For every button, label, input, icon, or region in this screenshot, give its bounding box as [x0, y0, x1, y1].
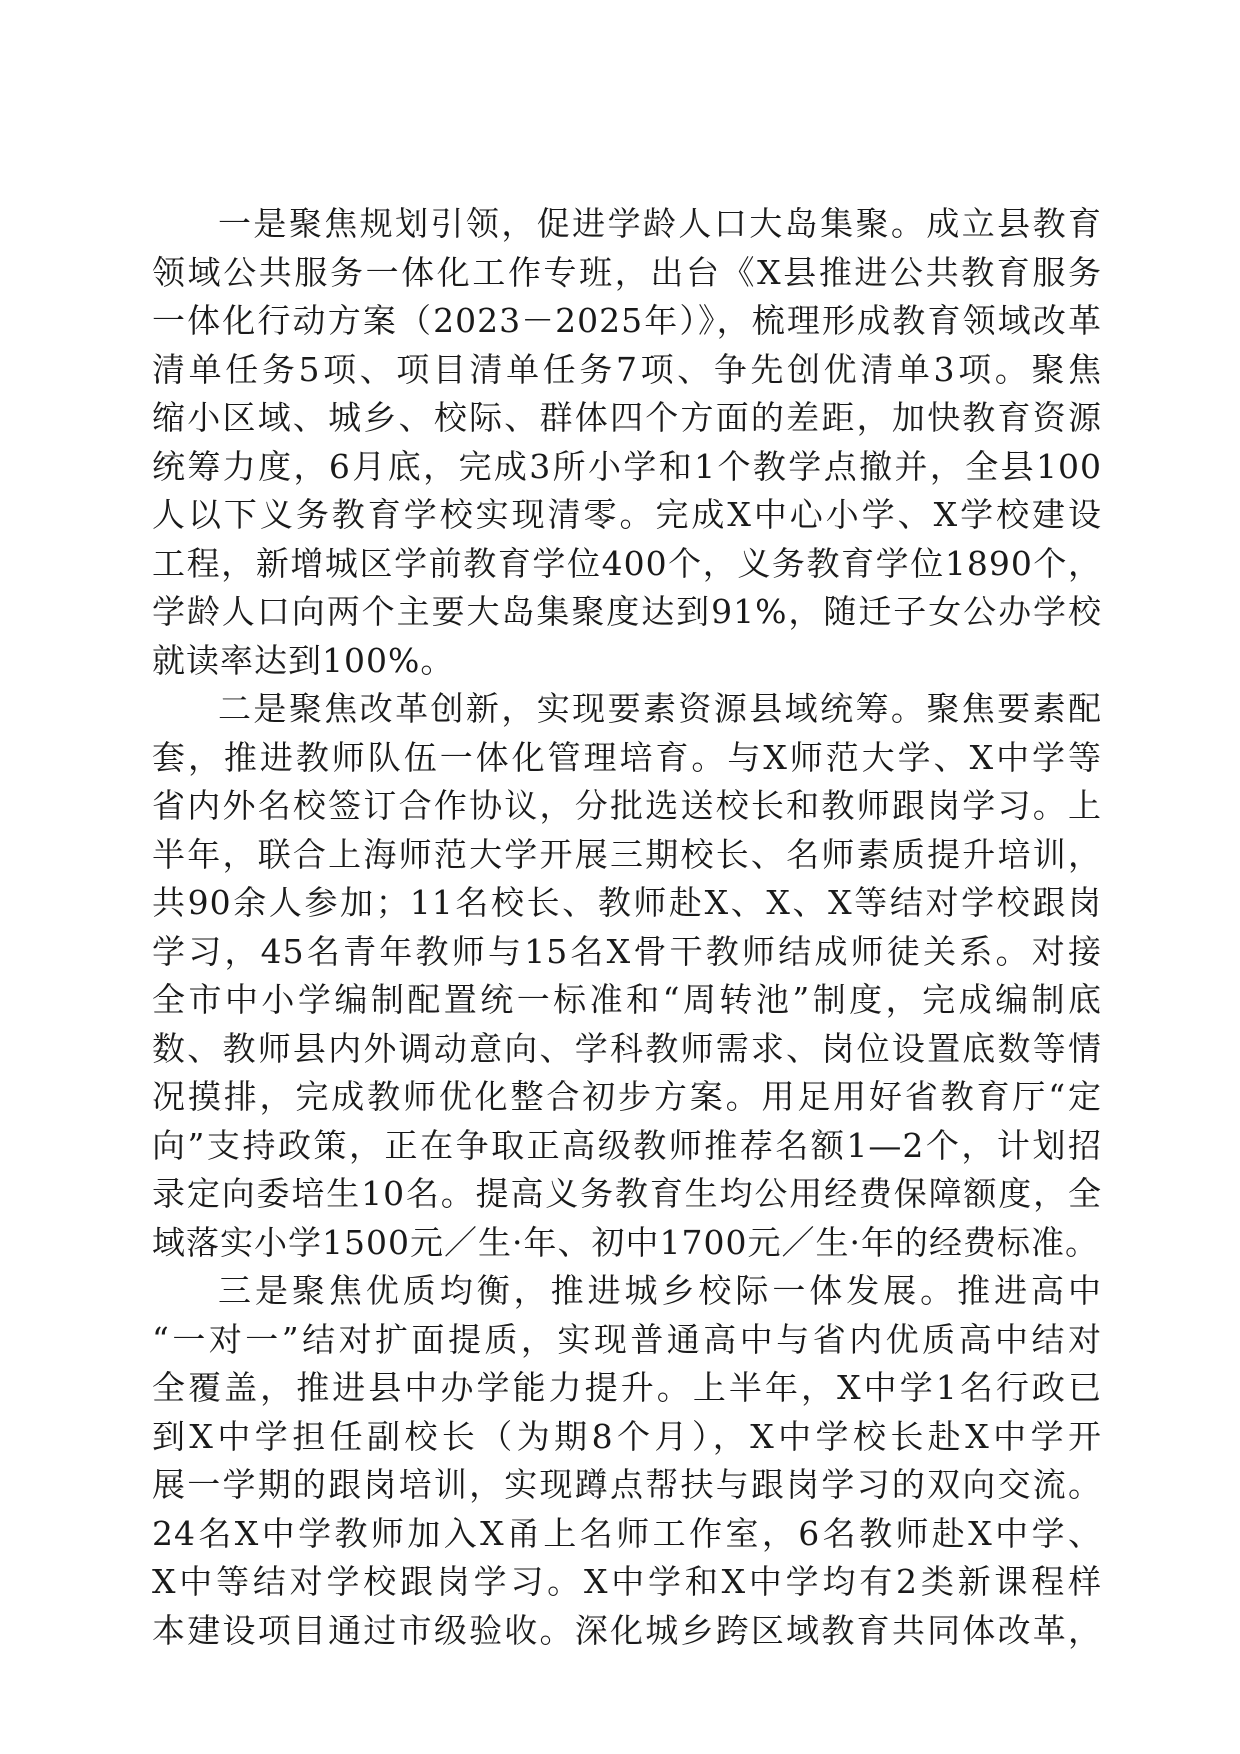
text-line: 三是聚焦优质均衡，推进城乡校际一体发展。推进高中	[218, 1271, 1102, 1310]
text-line: 省内外名校签订合作协议，分批选送校长和教师跟岗学习。上	[152, 786, 1102, 825]
text-line: 学龄人口向两个主要大岛集聚度达到91%，随迁子女公办学校	[152, 592, 1102, 631]
text-line: 领域公共服务一体化工作专班，出台《X县推进公共教育服务	[152, 252, 1102, 292]
paragraph-3	[152, 1267, 1102, 1655]
paragraph-1	[152, 200, 1102, 685]
text-line: 学习，45名青年教师与15名X骨干教师结成师徒关系。对接	[152, 931, 1102, 971]
text-line: 数、教师县内外调动意向、学科教师需求、岗位设置底数等情	[152, 1028, 1102, 1068]
text-line: 域落实小学1500元／生·年、初中1700元／生·年的经费标准。	[152, 1222, 1099, 1262]
text-line: 人以下义务教育学校实现清零。完成X中心小学、X学校建设	[152, 495, 1102, 534]
text-line: 缩小区域、城乡、校际、群体四个方面的差距，加快教育资源	[152, 398, 1102, 437]
text-line: 一体化行动方案（2023－2025年）》，梳理形成教育领域改革	[152, 301, 1102, 340]
text-line: 本建设项目通过市级验收。深化城乡跨区域教育共同体改革，	[152, 1610, 1102, 1650]
text-line: 就读率达到100%。	[152, 640, 455, 680]
text-line: “一对一”结对扩面提质，实现普通高中与省内优质高中结对	[152, 1319, 1102, 1359]
text-line: 24名X中学教师加入X甬上名师工作室，6名教师赴X中学、	[152, 1513, 1102, 1553]
text-line: 全市中小学编制配置统一标准和“周转池”制度，完成编制底	[152, 980, 1102, 1019]
text-line: 二是聚焦改革创新，实现要素资源县域统筹。聚焦要素配	[218, 689, 1102, 728]
text-line: 到X中学担任副校长（为期8个月），X中学校长赴X中学开	[152, 1416, 1102, 1456]
text-line: 清单任务5项、项目清单任务7项、争先创优清单3项。聚焦	[152, 349, 1102, 389]
text-line: 全覆盖，推进县中办学能力提升。上半年，X中学1名行政已	[152, 1368, 1102, 1407]
document-body	[152, 200, 1102, 1655]
text-line: 半年，联合上海师范大学开展三期校长、名师素质提升培训，	[152, 834, 1102, 874]
text-line: 况摸排，完成教师优化整合初步方案。用足用好省教育厅“定	[152, 1077, 1102, 1116]
text-line: 共90余人参加；11名校长、教师赴X、X、X等结对学校跟岗	[152, 883, 1102, 922]
text-line: 工程，新增城区学前教育学位400个，义务教育学位1890个，	[152, 543, 1102, 583]
text-line: 统筹力度，6月底，完成3所小学和1个教学点撤并，全县100	[152, 446, 1102, 486]
text-line: 展一学期的跟岗培训，实现蹲点帮扶与跟岗学习的双向交流。	[152, 1465, 1102, 1504]
text-line: 一是聚焦规划引领，促进学龄人口大岛集聚。成立县教育	[218, 204, 1102, 243]
text-line: 录定向委培生10名。提高义务教育生均公用经费保障额度，全	[152, 1174, 1102, 1213]
paragraph-2	[152, 685, 1102, 1267]
text-line: X中等结对学校跟岗学习。X中学和X中学均有2类新课程样	[152, 1562, 1102, 1601]
text-line: 套，推进教师队伍一体化管理培育。与X师范大学、X中学等	[152, 737, 1102, 777]
text-line: 向”支持政策，正在争取正高级教师推荐名额1—2个，计划招	[152, 1125, 1102, 1165]
